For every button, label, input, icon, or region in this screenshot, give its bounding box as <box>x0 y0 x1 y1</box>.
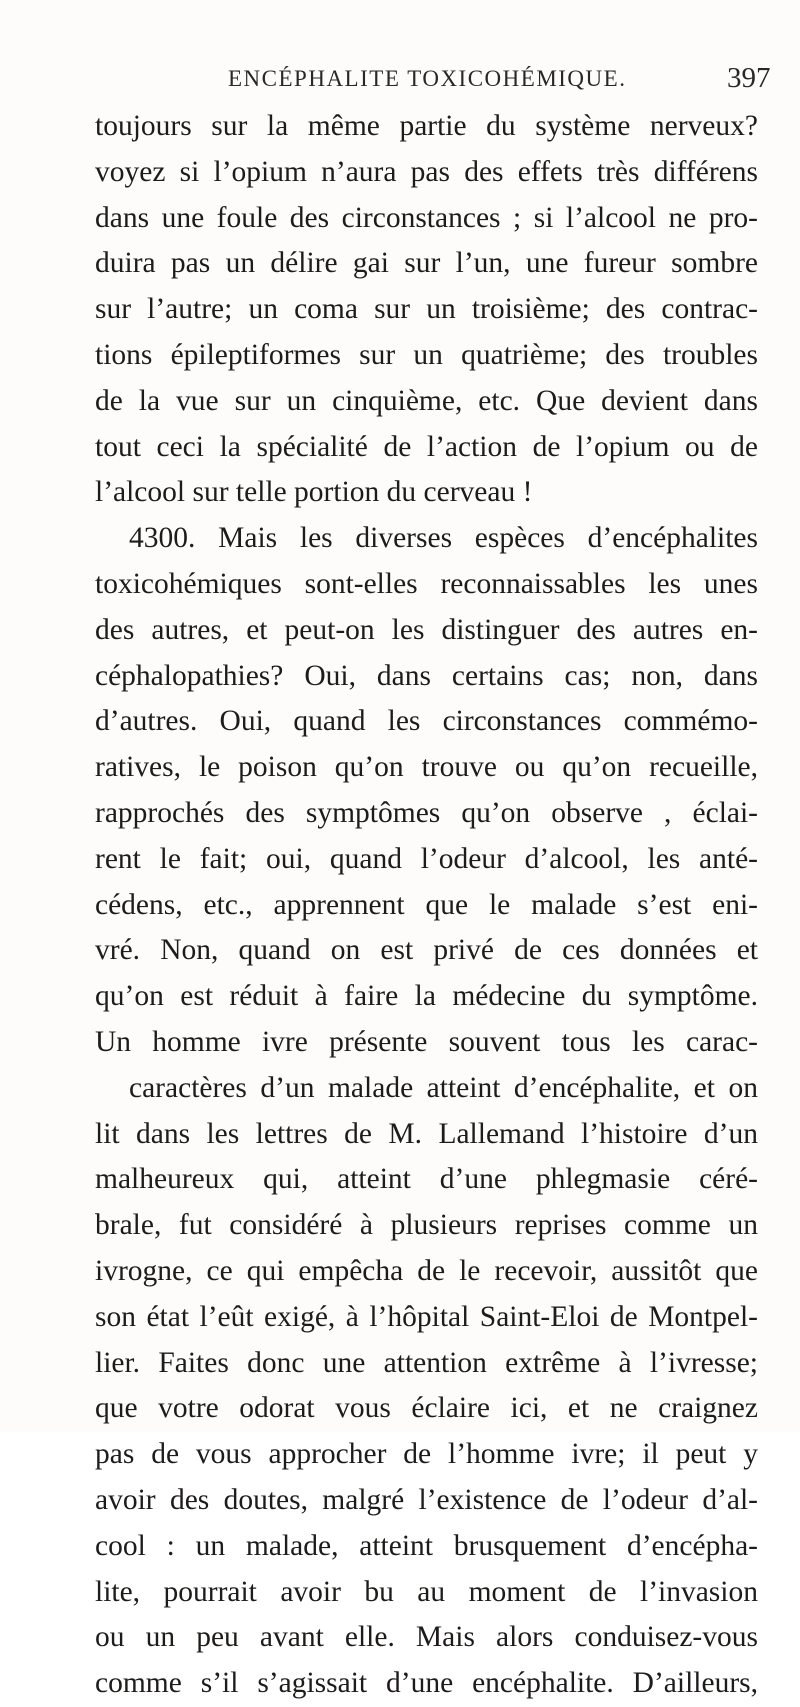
text-line: ivrogne, ce qui empêcha de le recevoir, aussitôt que <box>95 1254 758 1287</box>
text-line: qu’on est réduit à faire la médecine du symptôme. <box>95 980 758 1013</box>
text-line: avoir des doutes, malgré l’existence de l’odeur d’al- <box>95 1483 758 1516</box>
text-line: pas de vous approcher de l’homme ivre; il peut y <box>95 1438 758 1471</box>
text-line: lit dans les lettres de M. Lallemand l’histoire d’un <box>95 1117 758 1150</box>
page-number: 397 <box>727 62 771 94</box>
text-line: toxicohémiques sont-elles reconnaissables les unes <box>95 567 758 600</box>
text-line: ou un peu avant elle. Mais alors conduisez-vous <box>95 1621 758 1654</box>
page-header <box>0 60 800 100</box>
text-line: malheureux qui, atteint d’une phlegmasie céré- <box>95 1163 758 1196</box>
text-line: caractères d’un malade atteint d’encéphalite, et on <box>129 1071 758 1104</box>
text-line: duira pas un délire gai sur l’un, une fureur sombre <box>95 247 758 280</box>
text-line: cool : un malade, atteint brusquement d’encépha- <box>95 1529 758 1562</box>
running-head: ENCÉPHALITE TOXICOHÉMIQUE. <box>228 66 627 91</box>
text-line: voyez si l’opium n’aura pas des effets très différens <box>95 155 758 188</box>
text-line: cédens, etc., apprennent que le malade s’est eni- <box>95 888 758 921</box>
text-line: dans une foule des circonstances ; si l’alcool ne pro- <box>95 201 758 234</box>
text-line: que votre odorat vous éclaire ici, et ne craignez <box>95 1392 758 1425</box>
text-line: comme s’il s’agissait d’une encéphalite. D’ailleurs, <box>95 1667 758 1700</box>
text-line: lite, pourrait avoir bu au moment de l’invasion <box>95 1575 758 1608</box>
text-line: rent le fait; oui, quand l’odeur d’alcool, les anté- <box>95 842 758 875</box>
text-line: tions épileptiformes sur un quatrième; des troubles <box>95 338 758 371</box>
text-line: de la vue sur un cinquième, etc. Que devient dans <box>95 384 758 417</box>
text-line: toujours sur la même partie du système nerveux? <box>95 110 758 142</box>
body-text <box>95 104 758 1707</box>
text-line: ratives, le poison qu’on trouve ou qu’on recueille, <box>95 751 758 784</box>
paragraph-end-line: l’alcool sur telle portion du cerveau ! <box>95 476 533 509</box>
text-line: brale, fut considéré à plusieurs reprises comme un <box>95 1209 758 1242</box>
text-line: rapprochés des symptômes qu’on observe , éclai- <box>95 796 758 829</box>
text-line: tout ceci la spécialité de l’action de l’opium ou de <box>95 430 758 463</box>
text-line: des autres, et peut-on les distinguer des autres en- <box>95 613 758 646</box>
text-line: lier. Faites donc une attention extrême à l’ivresse; <box>95 1346 758 1379</box>
text-line: Un homme ivre présente souvent tous les carac- <box>95 1025 758 1058</box>
paragraph-start-line: 4300. Mais les diverses espèces d’encéphalites <box>129 522 758 555</box>
text-line: sur l’autre; un coma sur un troisième; des contrac- <box>95 293 758 326</box>
text-line: vré. Non, quand on est privé de ces données et <box>95 934 758 967</box>
text-line: céphalopathies? Oui, dans certains cas; non, dans <box>95 659 758 692</box>
text-line: d’autres. Oui, quand les circonstances commémo- <box>95 705 758 738</box>
text-line: son état l’eût exigé, à l’hôpital Saint-Eloi de Montpel- <box>95 1300 758 1333</box>
